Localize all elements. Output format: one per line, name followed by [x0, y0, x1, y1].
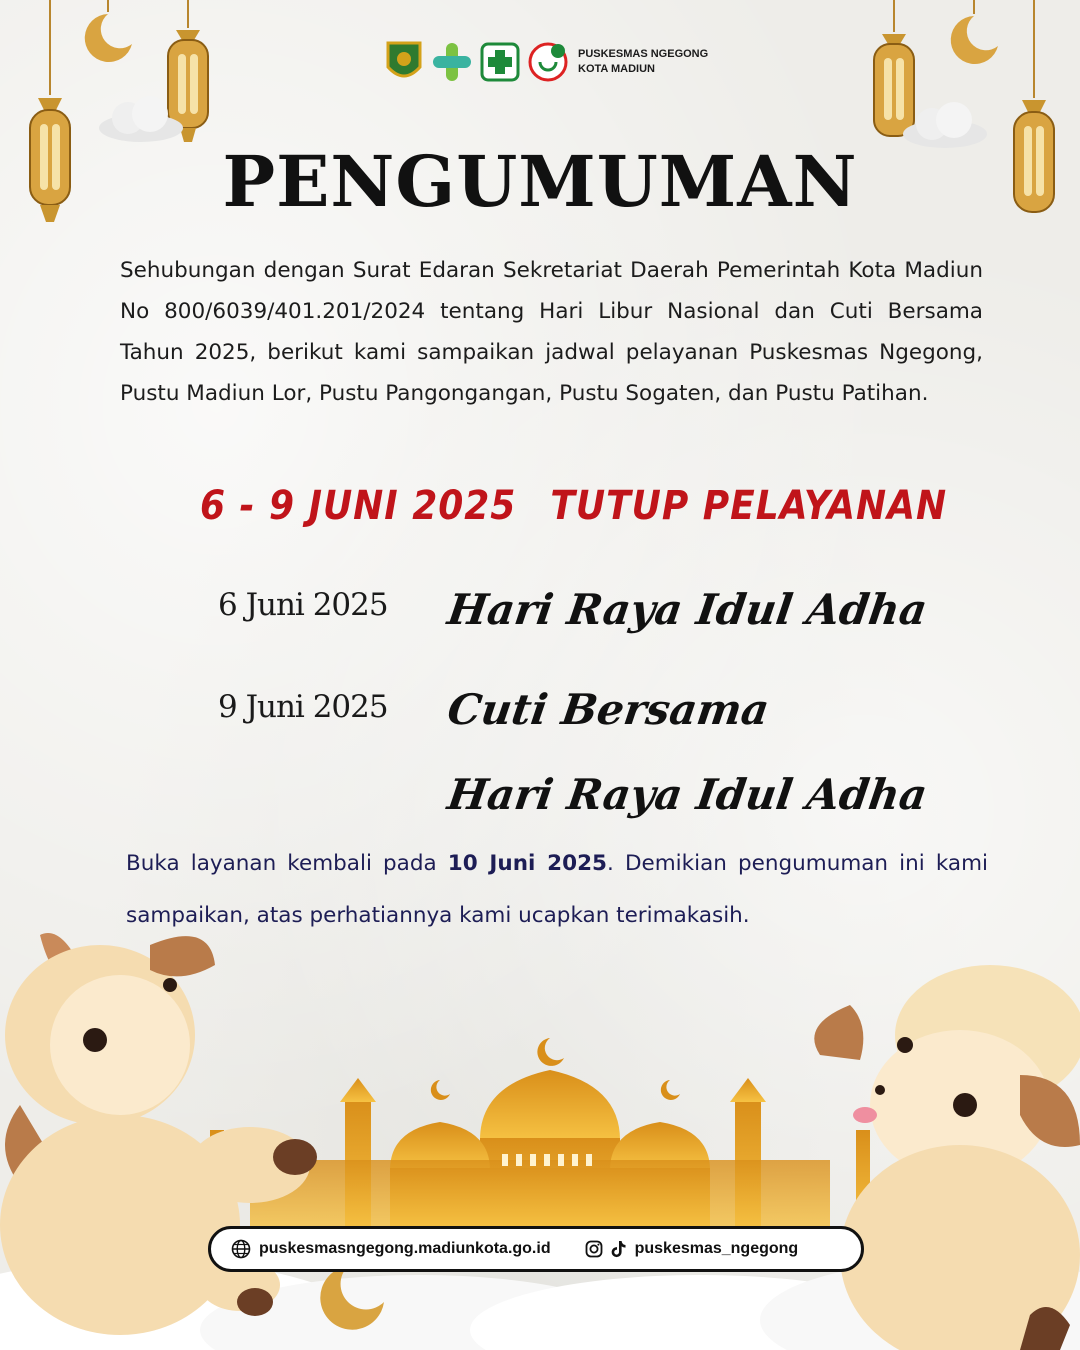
schedule-event: Hari Raya Idul Adha: [444, 585, 931, 634]
globe-icon: [231, 1239, 251, 1259]
header-logos: [384, 34, 714, 90]
tiktok-icon[interactable]: [611, 1240, 627, 1258]
crescent-moon-icon: [944, 0, 1004, 72]
logo-text-line2: KOTA MADIUN: [578, 63, 655, 75]
logo-text-line1: PUSKESMAS NGEGONG: [578, 48, 709, 60]
cloud-icon: [96, 94, 186, 144]
closure-banner: [200, 483, 948, 529]
city-emblem-icon: [384, 39, 424, 85]
schedule-event: Cuti Bersama: [444, 685, 773, 734]
schedule-date: 6 Juni 2025: [218, 587, 388, 623]
schedule-date: 9 Juni 2025: [218, 689, 388, 725]
instagram-icon[interactable]: [585, 1240, 603, 1258]
outro-before: Buka layanan kembali pada: [126, 851, 448, 876]
intro-paragraph: Sehubungan dengan Surat Edaran Sekretariat Daerah Pemerintah Kota Madiun No 800/6039/401.201/2024 tentang Hari Libur Nasional dan Cuti Bersama Tahun 2025, berikut kami sampaikan jadwal pelayanan Puskesmas Ngegong, Pustu Madiun Lor, Pustu Pangongangan, Pustu Sogaten, dan Pustu Patihan.: [120, 258, 983, 406]
footer-contact-bar: [208, 1226, 864, 1272]
website-link[interactable]: puskesmasngegong.madiunkota.go.id: [259, 1240, 551, 1257]
closure-dates: 6 - 9 JUNI 2025: [200, 483, 517, 529]
sheep-icon: [790, 965, 1080, 1350]
ngegong-logo-icon: [528, 39, 568, 85]
page-title: PENGUMUMAN: [222, 140, 858, 223]
closure-status: TUTUP PELAYANAN: [550, 483, 948, 529]
kemenkes-logo-icon: [432, 39, 472, 85]
reopen-date: 10 Juni 2025: [447, 851, 608, 876]
outro-after: . Demikian pengumuman ini kami sampaikan, atas perhatiannya kami ucapkan terimakasih.: [126, 851, 988, 928]
crescent-moon-icon: [78, 0, 138, 70]
social-handle-link[interactable]: puskesmas_ngegong: [634, 1240, 799, 1257]
schedule-event: Hari Raya Idul Adha: [444, 770, 931, 819]
puskesmas-logo-icon: [480, 39, 520, 85]
logo-text: [578, 47, 708, 77]
sheep-icon: [0, 925, 330, 1350]
